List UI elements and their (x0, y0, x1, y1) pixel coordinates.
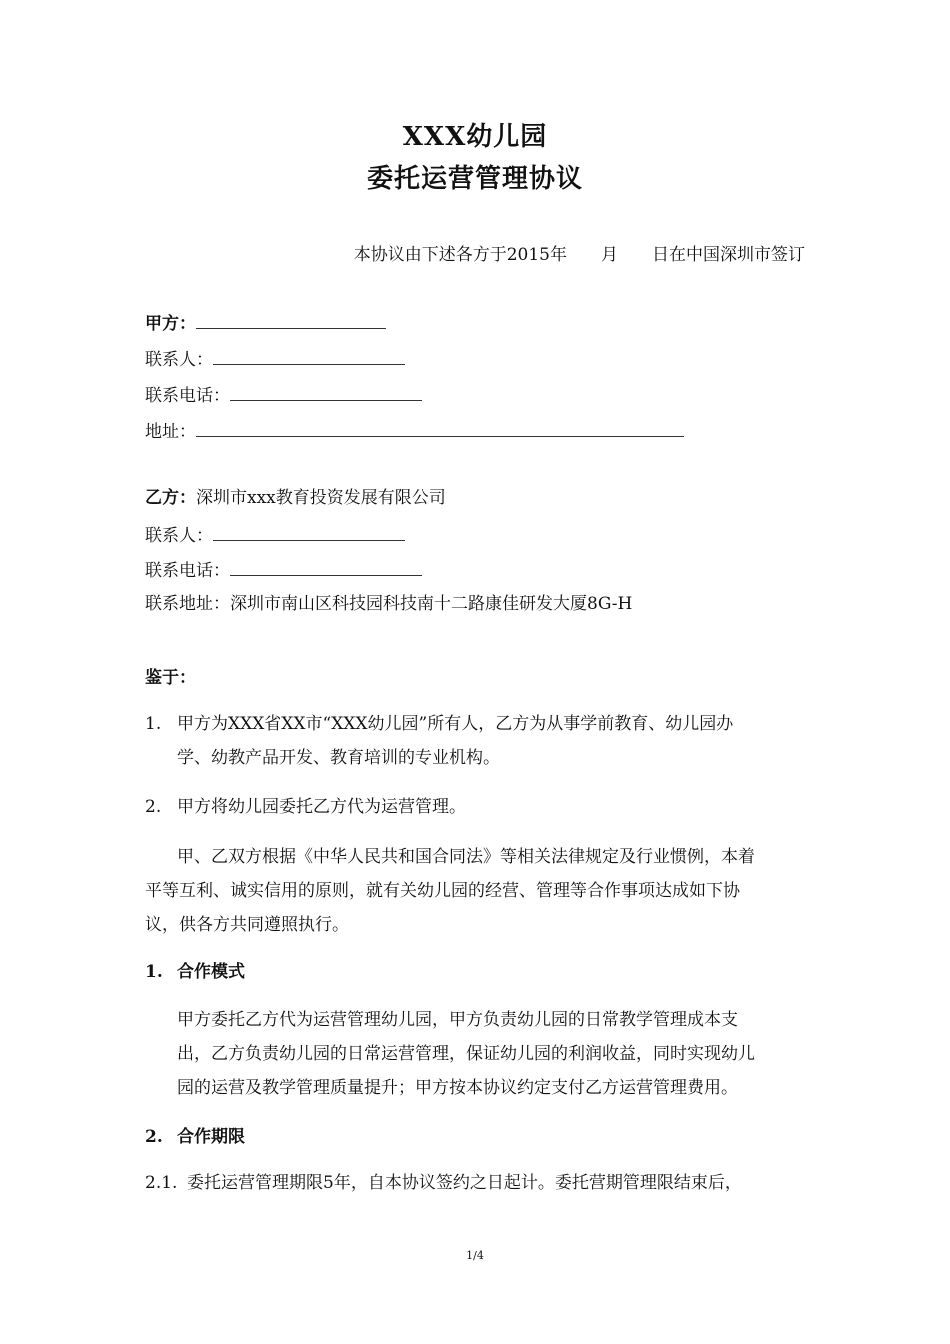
party-b-label: 乙方： (145, 488, 196, 508)
party-b-line (145, 486, 446, 510)
section-2-title: 合作期限 (177, 1127, 245, 1147)
section-1-title: 合作模式 (177, 962, 245, 982)
whereas-item-1-line1: 甲方为XXX省XX市“XXX幼儿园”所有人，乙方为从事学前教育、幼儿园办 (177, 714, 734, 734)
party-b-phone-line (145, 557, 422, 583)
party-b-address-line (145, 592, 632, 616)
party-a-phone-blank (230, 382, 422, 401)
agreement-line-2: 平等互利、诚实信用的原则，就有关幼儿园的经营、管理等合作事项达成如下协 (145, 881, 740, 901)
agreement-line-1: 甲、乙双方根据《中华人民共和国合同法》等相关法律规定及行业惯例，本着 (177, 847, 755, 867)
party-b-address: 深圳市南山区科技园科技南十二路康佳研发大厦8G-H (230, 594, 633, 614)
party-b-phone-label: 联系电话： (145, 561, 230, 581)
sign-date-month: 月 (601, 245, 618, 265)
document-title-line2: 委托运营管理协议 (366, 164, 583, 194)
clause-2-1-text: 委托运营管理期限5年，自本协议签约之日起计。委托营期管理限结束后， (187, 1173, 742, 1193)
party-a-address-line (145, 418, 684, 444)
agreement-line-3: 议，供各方共同遵照执行。 (145, 915, 349, 935)
party-b-contact-label: 联系人： (145, 526, 213, 546)
party-b-address-label: 联系地址： (145, 594, 230, 614)
party-b-name: 深圳市xxx教育投资发展有限公司 (196, 488, 446, 508)
section-1-line-1: 甲方委托乙方代为运营管理幼儿园，甲方负责幼儿园的日常教学管理成本支 (177, 1010, 738, 1030)
party-b-contact-line (145, 522, 405, 548)
whereas-item-2-num: 2. (145, 797, 162, 817)
party-a-label: 甲方： (145, 314, 196, 334)
party-a-contact-line (145, 346, 405, 372)
party-a-phone-label: 联系电话： (145, 386, 230, 406)
section-1-line-3: 园的运营及教学管理质量提升；甲方按本协议约定支付乙方运营管理费用。 (177, 1078, 738, 1098)
clause-2-1 (145, 1171, 742, 1195)
section-1-line-2: 出，乙方负责幼儿园的日常运营管理，保证幼儿园的利润收益，同时实现幼儿 (177, 1044, 755, 1064)
party-b-phone-blank (230, 557, 422, 576)
page-number: 1/4 (466, 1249, 484, 1262)
party-a-line (145, 310, 386, 336)
party-a-contact-blank (213, 346, 405, 365)
party-b-contact-blank (213, 522, 405, 541)
party-a-phone-line (145, 382, 422, 408)
party-a-address-blank (196, 418, 684, 437)
whereas-item-1 (145, 712, 733, 736)
party-a-blank (196, 310, 386, 329)
whereas-item-2-line1: 甲方将幼儿园委托乙方代为运营管理。 (177, 797, 466, 817)
document-title-line1: XXX幼儿园 (402, 122, 548, 152)
party-a-contact-label: 联系人： (145, 350, 213, 370)
section-1-heading (145, 960, 245, 984)
clause-2-1-num: 2.1. (145, 1173, 178, 1193)
whereas-item-1-num: 1. (145, 714, 162, 734)
whereas-heading: 鉴于： (145, 668, 196, 688)
party-a-address-label: 地址： (145, 422, 196, 442)
sign-date-line (354, 240, 805, 265)
whereas-item-1-cont: 学、幼教产品开发、教育培训的专业机构。 (177, 748, 500, 768)
whereas-item-2 (145, 795, 466, 819)
section-2-num: 2. (145, 1127, 163, 1147)
sign-date-prefix: 本协议由下述各方于2015年 (353, 245, 567, 265)
section-2-heading (145, 1125, 245, 1149)
sign-date-suffix: 日在中国深圳市签订 (652, 245, 805, 265)
section-1-num: 1. (145, 962, 163, 982)
